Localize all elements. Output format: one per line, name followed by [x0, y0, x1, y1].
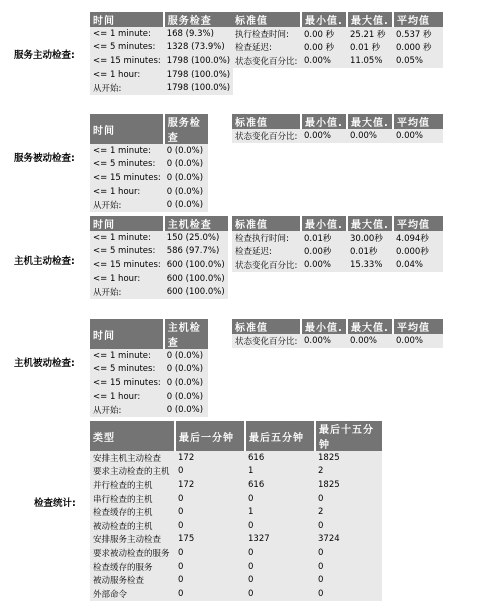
- cell: 0.00%: [393, 334, 443, 348]
- cell: 0: [245, 546, 315, 560]
- table-row: [90, 505, 382, 519]
- cell: 从开始:: [90, 81, 164, 95]
- cell: 0 (0.0%): [164, 376, 208, 390]
- cell: 检查执行时间:: [232, 231, 301, 245]
- stats-table: [232, 319, 443, 348]
- cell: 0.01秒: [347, 245, 393, 259]
- cell: <= 1 hour:: [90, 390, 164, 404]
- col-header: 标准值: [232, 319, 301, 334]
- cell: 1798 (100.0%): [164, 81, 233, 95]
- cell: 安排主机主动检查: [90, 451, 175, 465]
- section-label: 检查统计:: [34, 498, 76, 509]
- table-row: [90, 198, 208, 212]
- table-row: [90, 144, 208, 158]
- cell: 0.00%: [301, 334, 347, 348]
- table-row: [232, 54, 443, 68]
- cell: <= 1 hour:: [90, 272, 164, 286]
- cell: 外部命令: [90, 587, 175, 601]
- cell: <= 5 minutes:: [90, 363, 164, 377]
- cell: <= 1 hour:: [90, 68, 164, 82]
- col-header: 平均值: [393, 12, 443, 27]
- col-header: 标准值: [232, 114, 301, 129]
- table-row: [90, 573, 382, 587]
- table-row: [90, 349, 208, 363]
- cell: 从开始:: [90, 285, 164, 299]
- cell: 616: [245, 478, 315, 492]
- cell: <= 5 minutes:: [90, 245, 164, 259]
- cell: 执行检查时间:: [232, 27, 301, 41]
- cell: 25.21 秒: [347, 27, 393, 41]
- cell: 0.00 秒: [301, 27, 347, 41]
- cell: 0: [315, 587, 382, 601]
- cell: 150 (25.0%): [164, 231, 228, 245]
- cell: <= 1 minute:: [90, 349, 164, 363]
- table-row: [232, 27, 443, 41]
- cell: 2: [315, 465, 382, 479]
- col-header: 类型: [90, 421, 175, 451]
- cell: 172: [175, 478, 245, 492]
- cell: 0: [175, 465, 245, 479]
- cell: 0: [315, 560, 382, 574]
- col-header: 最后一分钟: [175, 421, 245, 451]
- cell: 3724: [315, 533, 382, 547]
- cell: 被动服务检查: [90, 573, 175, 587]
- cell: 11.05%: [347, 54, 393, 68]
- cell: 检查缓存的服务: [90, 560, 175, 574]
- cell: 0.00秒: [301, 245, 347, 259]
- cell: 0: [315, 573, 382, 587]
- cell: 0: [315, 546, 382, 560]
- cell: 0: [245, 573, 315, 587]
- cell: 0: [245, 560, 315, 574]
- cell: 586 (97.7%): [164, 245, 228, 259]
- table-row: [90, 390, 208, 404]
- cell: 0.00%: [393, 129, 443, 143]
- table-row: [90, 403, 208, 417]
- col-header: 时间: [90, 12, 164, 27]
- cell: 175: [175, 533, 245, 547]
- table-row: [90, 245, 228, 259]
- cell: 616: [245, 451, 315, 465]
- cell: 从开始:: [90, 403, 164, 417]
- cell: 600 (100.0%): [164, 272, 228, 286]
- cell: 1327: [245, 533, 315, 547]
- cell: 状态变化百分比:: [232, 334, 301, 348]
- col-header: 最大值.: [347, 12, 393, 27]
- cell: 0.00%: [301, 129, 347, 143]
- cell: 0: [315, 492, 382, 506]
- cell: <= 15 minutes:: [90, 258, 164, 272]
- cell: <= 5 minutes:: [90, 158, 164, 172]
- cell: 0.00 秒: [301, 41, 347, 55]
- cell: 168 (9.3%): [164, 27, 233, 41]
- col-header: 时间: [90, 114, 164, 144]
- cell: 状态变化百分比:: [232, 258, 301, 272]
- time-table: [90, 114, 208, 212]
- cell: 0 (0.0%): [164, 198, 208, 212]
- table-row: [232, 258, 443, 272]
- cell: 1798 (100.0%): [164, 54, 233, 68]
- cell: 检查延迟:: [232, 245, 301, 259]
- cell: 0 (0.0%): [164, 171, 208, 185]
- cell: 0: [315, 519, 382, 533]
- section-label: 主机主动检查:: [14, 256, 75, 267]
- cell: <= 5 minutes:: [90, 41, 164, 55]
- cell: 1798 (100.0%): [164, 68, 233, 82]
- col-header: 平均值: [393, 114, 443, 129]
- table-row: [90, 258, 228, 272]
- table-row: [90, 560, 382, 574]
- cell: 0.000秒: [393, 245, 443, 259]
- cell: <= 1 minute:: [90, 27, 164, 41]
- time-table: [90, 319, 208, 417]
- cell: 0: [175, 573, 245, 587]
- table-row: [90, 587, 382, 601]
- check-stats-table: [90, 421, 382, 601]
- col-header: 主机检查: [164, 216, 228, 231]
- cell: 0.00%: [347, 334, 393, 348]
- cell: 15.33%: [347, 258, 393, 272]
- cell: 要求被动检查的服务: [90, 546, 175, 560]
- table-row: [90, 492, 382, 506]
- table-row: [232, 129, 443, 143]
- cell: 0 (0.0%): [164, 185, 208, 199]
- table-row: [90, 272, 228, 286]
- col-header: 最后五分钟: [245, 421, 315, 451]
- cell: 0.01秒: [301, 231, 347, 245]
- table-row: [232, 245, 443, 259]
- cell: 0.04%: [393, 258, 443, 272]
- cell: 4.094秒: [393, 231, 443, 245]
- col-header: 服务检查: [164, 12, 233, 27]
- cell: 0 (0.0%): [164, 363, 208, 377]
- cell: 0.00%: [301, 258, 347, 272]
- cell: 0: [175, 560, 245, 574]
- cell: 0.01 秒: [347, 41, 393, 55]
- cell: 状态变化百分比:: [232, 54, 301, 68]
- col-header: 最小值.: [301, 12, 347, 27]
- cell: 0.000 秒: [393, 41, 443, 55]
- cell: 30.00秒: [347, 231, 393, 245]
- table-row: [90, 54, 233, 68]
- col-header: 标准值: [232, 216, 301, 231]
- table-row: [90, 451, 382, 465]
- cell: 0 (0.0%): [164, 403, 208, 417]
- stats-table: [232, 216, 443, 272]
- table-row: [90, 231, 228, 245]
- table-row: [90, 41, 233, 55]
- cell: 串行检查的主机: [90, 492, 175, 506]
- time-table: [90, 12, 233, 95]
- table-row: [90, 478, 382, 492]
- table-row: [90, 27, 233, 41]
- cell: 并行检查的主机: [90, 478, 175, 492]
- cell: 0: [175, 546, 245, 560]
- section-label: 服务被动检查:: [14, 153, 75, 164]
- col-header: 最小值.: [301, 216, 347, 231]
- cell: 0.537 秒: [393, 27, 443, 41]
- cell: 600 (100.0%): [164, 258, 228, 272]
- table-row: [90, 519, 382, 533]
- col-header: 最大值.: [347, 319, 393, 334]
- cell: 0 (0.0%): [164, 390, 208, 404]
- col-header: 最小值.: [301, 114, 347, 129]
- cell: 检查缓存的主机: [90, 505, 175, 519]
- time-table: [90, 216, 228, 299]
- table-row: [90, 546, 382, 560]
- cell: 0 (0.0%): [164, 144, 208, 158]
- cell: 1328 (73.9%): [164, 41, 233, 55]
- cell: 0: [175, 492, 245, 506]
- table-row: [90, 81, 233, 95]
- col-header: 最小值.: [301, 319, 347, 334]
- col-header: 平均值: [393, 319, 443, 334]
- cell: 0 (0.0%): [164, 349, 208, 363]
- table-row: [90, 376, 208, 390]
- table-row: [90, 171, 208, 185]
- cell: 安排服务主动检查: [90, 533, 175, 547]
- cell: 从开始:: [90, 198, 164, 212]
- section-label: 主机被动检查:: [14, 358, 75, 369]
- cell: 1: [245, 465, 315, 479]
- cell: 600 (100.0%): [164, 285, 228, 299]
- cell: 0: [245, 519, 315, 533]
- table-row: [232, 231, 443, 245]
- cell: 0: [175, 587, 245, 601]
- col-header: 主机检查: [164, 319, 208, 349]
- cell: 0: [245, 587, 315, 601]
- table-row: [232, 334, 443, 348]
- cell: 要求主动检查的主机: [90, 465, 175, 479]
- cell: 0: [175, 519, 245, 533]
- cell: 2: [315, 505, 382, 519]
- stats-table: [232, 12, 443, 68]
- col-header: 最大值.: [347, 114, 393, 129]
- cell: 0: [175, 505, 245, 519]
- cell: 0 (0.0%): [164, 158, 208, 172]
- cell: 状态变化百分比:: [232, 129, 301, 143]
- table-row: [90, 185, 208, 199]
- col-header: 最大值.: [347, 216, 393, 231]
- cell: <= 1 hour:: [90, 185, 164, 199]
- cell: 检查延迟:: [232, 41, 301, 55]
- cell: 0.00%: [301, 54, 347, 68]
- stats-table: [232, 114, 443, 143]
- cell: 0.00%: [347, 129, 393, 143]
- section-label: 服务主动检查:: [14, 50, 75, 61]
- cell: 0.05%: [393, 54, 443, 68]
- col-header: 最后十五分钟: [315, 421, 382, 451]
- cell: 0: [245, 492, 315, 506]
- table-row: [90, 363, 208, 377]
- col-header: 标准值: [232, 12, 301, 27]
- cell: 1825: [315, 478, 382, 492]
- col-header: 平均值: [393, 216, 443, 231]
- table-row: [232, 41, 443, 55]
- cell: 被动检查的主机: [90, 519, 175, 533]
- cell: <= 1 minute:: [90, 144, 164, 158]
- cell: <= 15 minutes:: [90, 54, 164, 68]
- cell: 1825: [315, 451, 382, 465]
- table-row: [90, 533, 382, 547]
- cell: 172: [175, 451, 245, 465]
- col-header: 时间: [90, 216, 164, 231]
- col-header: 时间: [90, 319, 164, 349]
- cell: <= 15 minutes:: [90, 171, 164, 185]
- table-row: [90, 285, 228, 299]
- table-row: [90, 68, 233, 82]
- col-header: 服务检查: [164, 114, 208, 144]
- cell: <= 15 minutes:: [90, 376, 164, 390]
- table-row: [90, 158, 208, 172]
- cell: 1: [245, 505, 315, 519]
- cell: <= 1 minute:: [90, 231, 164, 245]
- table-row: [90, 465, 382, 479]
